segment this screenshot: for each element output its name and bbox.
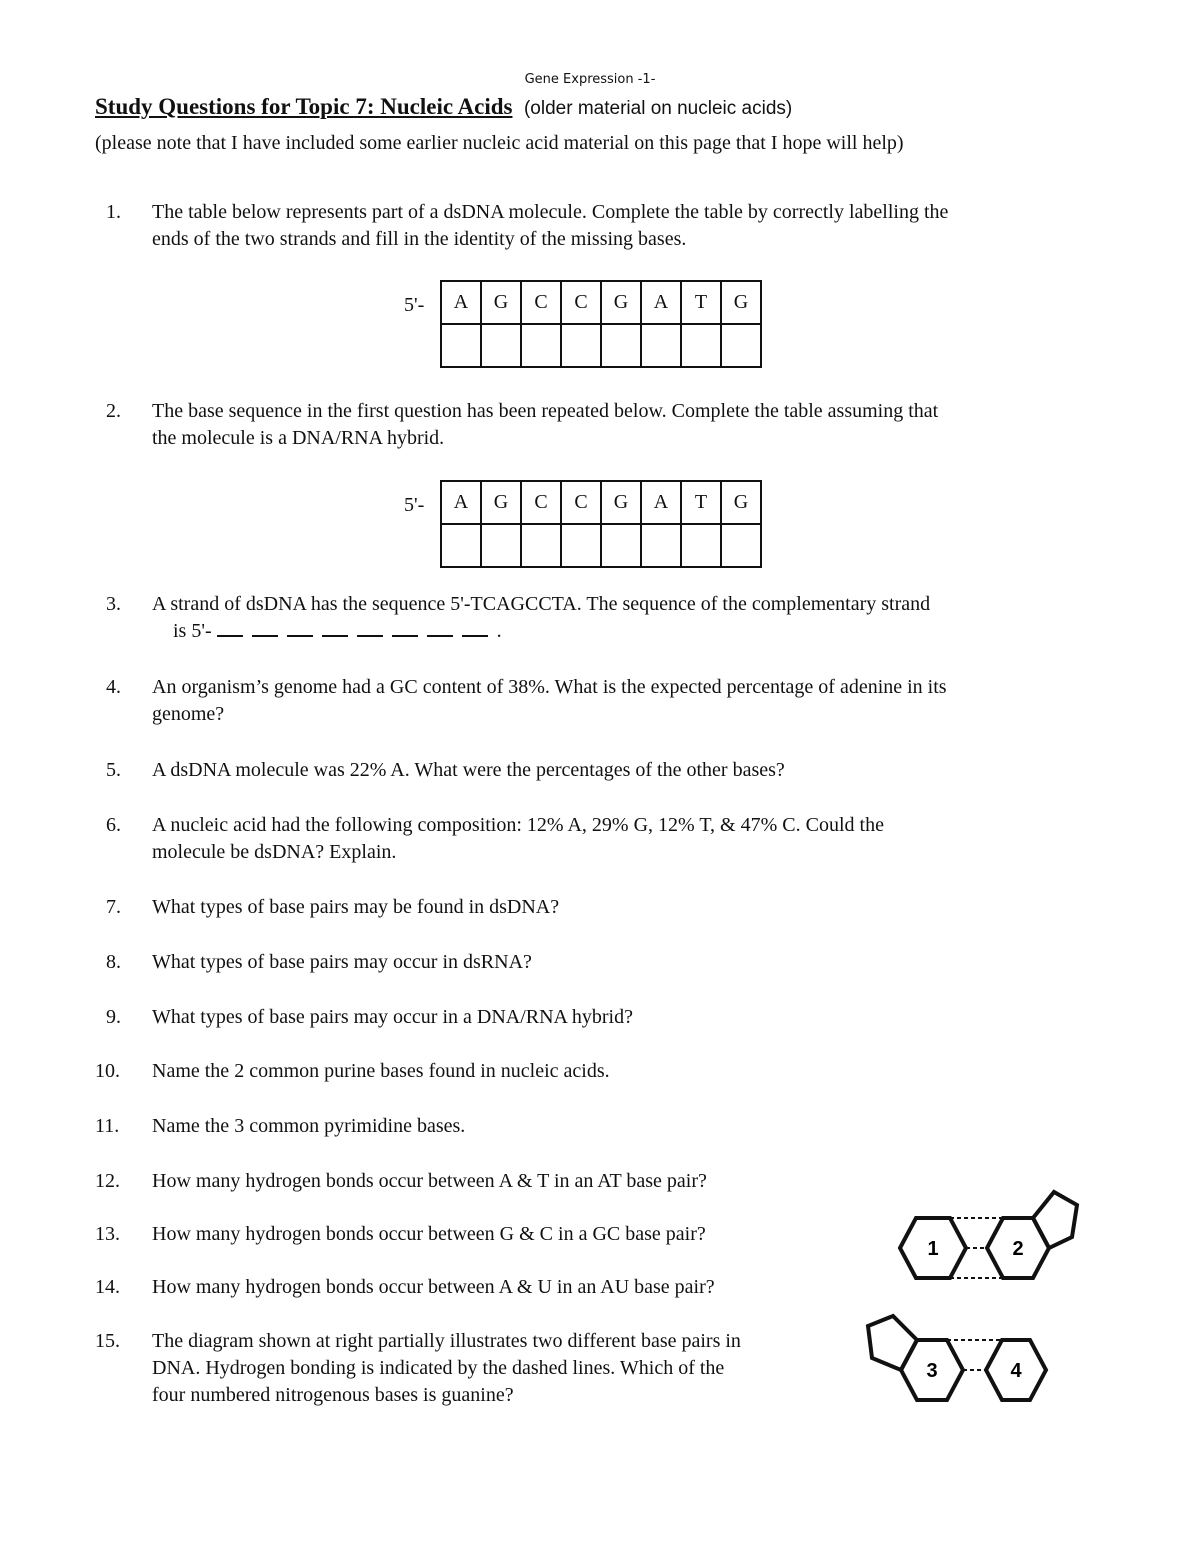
blank-cell[interactable] bbox=[641, 324, 681, 367]
question-text: The base sequence in the first question has been repeated below. Complete the table assuming that bbox=[152, 400, 939, 422]
question-number: 2. bbox=[106, 400, 121, 422]
question-text: ends of the two strands and fill in the identity of the missing bases. bbox=[152, 228, 687, 250]
question-text: How many hydrogen bonds occur between A & T in an AT base pair? bbox=[152, 1170, 707, 1192]
blank-cell[interactable] bbox=[681, 324, 721, 367]
blank-cell[interactable] bbox=[601, 524, 641, 567]
blank-cell[interactable] bbox=[521, 524, 561, 567]
question-text: An organism’s genome had a GC content of 38%. What is the expected percentage of adenine in its bbox=[152, 676, 947, 698]
base-cell: G bbox=[481, 281, 521, 324]
blank-cell[interactable] bbox=[561, 324, 601, 367]
blank-cell[interactable] bbox=[481, 324, 521, 367]
question-text: molecule be dsDNA? Explain. bbox=[152, 841, 397, 863]
q3-answer-line bbox=[173, 618, 502, 645]
question-text: What types of base pairs may occur in dsRNA? bbox=[152, 951, 532, 973]
pentagon-ring-3 bbox=[868, 1316, 917, 1370]
base-cell: C bbox=[561, 481, 601, 524]
answer-blank[interactable] bbox=[427, 635, 453, 637]
question-text: What types of base pairs may be found in dsDNA? bbox=[152, 896, 560, 918]
answer-blank[interactable] bbox=[322, 635, 348, 637]
page-header: Gene Expression -1- bbox=[524, 72, 656, 87]
question-text: the molecule is a DNA/RNA hybrid. bbox=[152, 427, 445, 449]
base-cell: G bbox=[481, 481, 521, 524]
base-pair-diagram-top bbox=[890, 1185, 1090, 1285]
base-pair-diagram-bottom bbox=[860, 1310, 1060, 1410]
question-text: is 5'- bbox=[173, 620, 212, 642]
question-text: Name the 2 common purine bases found in nucleic acids. bbox=[152, 1060, 610, 1082]
question-text: DNA. Hydrogen bonding is indicated by the dashed lines. Which of the bbox=[152, 1357, 725, 1379]
question-text: How many hydrogen bonds occur between G & C in a GC base pair? bbox=[152, 1223, 706, 1245]
base-cell: A bbox=[641, 481, 681, 524]
base-cell: A bbox=[441, 481, 481, 524]
question-number: 7. bbox=[106, 896, 121, 918]
question-text: Name the 3 common pyrimidine bases. bbox=[152, 1115, 466, 1137]
blank-cell[interactable] bbox=[521, 324, 561, 367]
blank-cell[interactable] bbox=[721, 324, 761, 367]
dna-table-1 bbox=[440, 280, 762, 368]
question-text: A dsDNA molecule was 22% A. What were the percentages of the other bases? bbox=[152, 759, 785, 781]
base-cell: C bbox=[561, 281, 601, 324]
question-text: A nucleic acid had the following composition: 12% A, 29% G, 12% T, & 47% C. Could the bbox=[152, 814, 884, 836]
base-cell: A bbox=[641, 281, 681, 324]
base-number-2: 2 bbox=[1012, 1238, 1024, 1260]
question-text: The diagram shown at right partially illustrates two different base pairs in bbox=[152, 1330, 741, 1352]
base-cell: G bbox=[721, 281, 761, 324]
base-cell: T bbox=[681, 281, 721, 324]
blank-cell[interactable] bbox=[601, 324, 641, 367]
question-number: 6. bbox=[106, 814, 121, 836]
base-number-1: 1 bbox=[927, 1238, 939, 1260]
answer-blank[interactable] bbox=[252, 635, 278, 637]
base-cell: T bbox=[681, 481, 721, 524]
question-text: four numbered nitrogenous bases is guanine? bbox=[152, 1384, 514, 1406]
blank-cell[interactable] bbox=[681, 524, 721, 567]
answer-blank[interactable] bbox=[357, 635, 383, 637]
answer-blank[interactable] bbox=[392, 635, 418, 637]
question-number: 3. bbox=[106, 593, 121, 615]
question-number: 11. bbox=[95, 1115, 120, 1137]
question-number: 13. bbox=[95, 1223, 120, 1245]
question-number: 15. bbox=[95, 1330, 120, 1352]
question-number: 10. bbox=[95, 1060, 120, 1082]
base-cell: A bbox=[441, 281, 481, 324]
pentagon-ring-2 bbox=[1033, 1192, 1077, 1248]
blank-cell[interactable] bbox=[441, 324, 481, 367]
question-number: 1. bbox=[106, 201, 121, 223]
base-cell: G bbox=[601, 281, 641, 324]
question-number: 8. bbox=[106, 951, 121, 973]
question-text: The table below represents part of a dsDNA molecule. Complete the table by correctly labelling the bbox=[152, 201, 949, 223]
title-subtitle: (older material on nucleic acids) bbox=[523, 98, 793, 119]
question-text: genome? bbox=[152, 703, 225, 725]
blank-cell[interactable] bbox=[441, 524, 481, 567]
question-number: 4. bbox=[106, 676, 121, 698]
question-text: What types of base pairs may occur in a DNA/RNA hybrid? bbox=[152, 1006, 633, 1028]
blank-cell[interactable] bbox=[561, 524, 601, 567]
blank-cell[interactable] bbox=[721, 524, 761, 567]
page-note: (please note that I have included some earlier nucleic acid material on this page that I hope will help) bbox=[95, 132, 904, 154]
base-number-4: 4 bbox=[1010, 1360, 1022, 1382]
base-cell: C bbox=[521, 281, 561, 324]
q3-period: . bbox=[496, 620, 502, 642]
blank-cell[interactable] bbox=[641, 524, 681, 567]
page-title bbox=[95, 94, 792, 120]
dna-table-2 bbox=[440, 480, 762, 568]
base-cell: G bbox=[721, 481, 761, 524]
question-text: How many hydrogen bonds occur between A & U in an AU base pair? bbox=[152, 1276, 715, 1298]
question-number: 12. bbox=[95, 1170, 120, 1192]
base-cell: C bbox=[521, 481, 561, 524]
title-main: Study Questions for Topic 7: Nucleic Acids bbox=[95, 94, 513, 119]
base-number-3: 3 bbox=[926, 1360, 938, 1382]
answer-blank[interactable] bbox=[287, 635, 313, 637]
blank-cell[interactable] bbox=[481, 524, 521, 567]
table2-strand-label: 5'- bbox=[404, 494, 425, 516]
table1-strand-label: 5'- bbox=[404, 294, 425, 316]
question-number: 5. bbox=[106, 759, 121, 781]
question-text: A strand of dsDNA has the sequence 5'-TCAGCCTA. The sequence of the complementary strand bbox=[152, 593, 931, 615]
answer-blank[interactable] bbox=[217, 635, 243, 637]
question-number: 9. bbox=[106, 1006, 121, 1028]
base-cell: G bbox=[601, 481, 641, 524]
question-number: 14. bbox=[95, 1276, 120, 1298]
answer-blank[interactable] bbox=[462, 635, 488, 637]
